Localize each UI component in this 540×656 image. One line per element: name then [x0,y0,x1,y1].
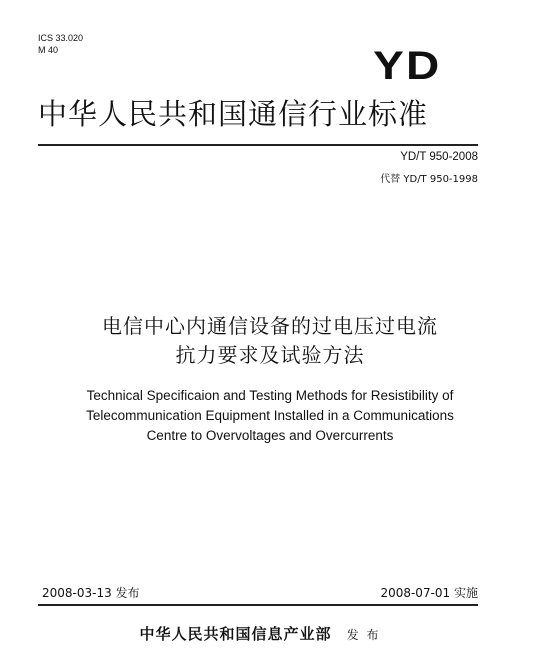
implementation-date: 2008-07-01 实施 [380,586,478,600]
ccs-code: M 40 [38,45,59,55]
standard-category-title: 中华人民共和国通信行业标准 [38,97,429,131]
english-title-line: Telecommunication Equipment Installed in a Communications [86,408,454,423]
footer-divider [38,604,478,606]
issuer-action: 发 布 [346,628,381,642]
classification-codes [38,32,83,56]
ics-code: ICS 33.020 [38,33,84,43]
chinese-title [40,312,500,370]
yd-logo: YD [373,44,442,88]
publish-date: 2008-03-13 发布 [42,586,140,600]
replaces-standard: 代替 YD/T 950-1998 [380,174,478,185]
issuer-organization: 中华人民共和国信息产业部 [139,625,332,643]
chinese-title-line: 电信中心内通信设备的过电压过电流 [102,314,438,338]
chinese-title-line: 抗力要求及试验方法 [175,343,365,367]
english-title-line: Technical Specificaion and Testing Methods for Resistibility of [86,388,454,403]
standard-number: YD/T 950-2008 [400,151,478,163]
english-title [20,386,520,446]
english-title-line: Centre to Overvoltages and Overcurrents [146,428,394,443]
header-divider [38,144,478,146]
issuer-line [40,623,480,644]
